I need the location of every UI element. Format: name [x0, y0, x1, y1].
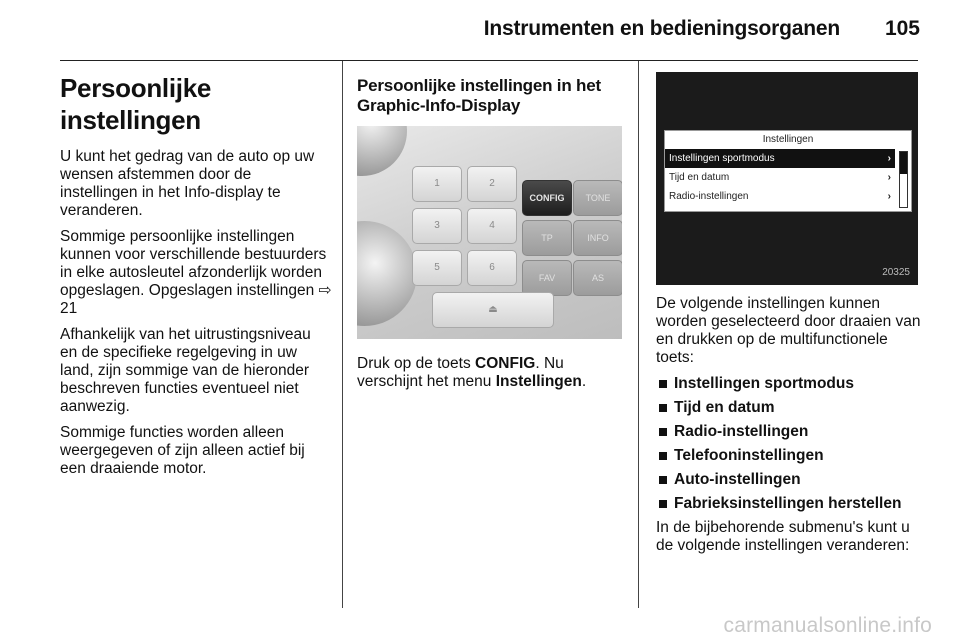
paragraph-submenus: In de bijbehorende submenu's kunt u de volgende instellingen veranderen: [656, 519, 910, 554]
tone-button: TONE [573, 180, 622, 216]
eject-button: ⏏ [432, 292, 554, 328]
chevron-right-icon: › [887, 153, 891, 164]
settings-list [656, 375, 924, 513]
preset-button-5: 5 [412, 250, 462, 286]
display-menu-item-label: Tijd en datum [669, 172, 730, 183]
chevron-right-icon: › [887, 172, 891, 183]
multifunction-knob [357, 221, 417, 326]
info-button: INFO [573, 220, 622, 256]
config-button: CONFIG [522, 180, 572, 216]
preset-button-3: 3 [412, 208, 462, 244]
list-item: Tijd en datum [656, 399, 924, 417]
paragraph-selection: De volgende instellingen kunnen worden geselecteerd door draaien van en drukken op de multifunctionele toets: [656, 295, 921, 366]
chevron-right-icon: › [887, 191, 891, 202]
display-menu-item-tijd [665, 168, 895, 187]
instruction-text-c: . [581, 373, 587, 390]
image-code: 20325 [882, 267, 910, 278]
display-menu-item-sportmodus [665, 149, 895, 168]
list-item: Auto-instellingen [656, 471, 924, 489]
column-3 [656, 72, 924, 563]
list-item: Telefooninstellingen [656, 447, 924, 465]
list-item: Fabrieksinstellingen herstellen [656, 495, 924, 513]
paragraph-engine: Sommige functies worden alleen weergegeven of zijn alleen actief bij een draaiende motor. [60, 424, 305, 477]
column-divider-1 [342, 61, 343, 608]
info-display-screenshot [656, 72, 918, 285]
menu-keyword: Instellingen [495, 373, 582, 390]
display-menu-item-radio [665, 187, 895, 206]
watermark: carmanualsonline.info [723, 614, 932, 637]
preset-button-2: 2 [467, 166, 517, 202]
display-menu-item-label: Instellingen sportmodus [669, 153, 775, 164]
column-2 [357, 72, 627, 399]
sub-section-title: Persoonlijke instellingen in het Graphic-Info-Display [357, 76, 601, 115]
display-scrollbar-thumb [900, 152, 907, 174]
preset-button-4: 4 [467, 208, 517, 244]
header-rule [60, 60, 918, 61]
running-header-title: Instrumenten en bedieningsorganen [483, 17, 840, 40]
volume-knob [357, 126, 407, 176]
paragraph-equipment: Afhankelijk van het uitrustingsniveau en de specifieke regelgeving in uw land, zijn sommige van de hieronder beschreven functies eventueel niet aanwezig. [60, 326, 311, 415]
section-title: Persoonlijke instellingen [60, 73, 212, 135]
tp-button: TP [522, 220, 572, 256]
preset-button-1: 1 [412, 166, 462, 202]
config-instruction [357, 355, 627, 391]
instruction-text-b: . Nu verschijnt het menu [357, 355, 564, 390]
list-item: Instellingen sportmodus [656, 375, 924, 393]
fav-button: FAV [522, 260, 572, 296]
cross-reference-page[interactable]: 21 [60, 300, 78, 317]
display-menu-item-label: Radio-instellingen [669, 191, 749, 202]
control-panel-photo [357, 126, 622, 339]
display-menu-title: Instellingen [762, 134, 814, 145]
preset-button-6: 6 [467, 250, 517, 286]
column-divider-2 [638, 61, 639, 608]
page-number: 105 [884, 17, 920, 40]
config-keyword: CONFIG [475, 355, 536, 372]
paragraph-intro: U kunt het gedrag van de auto op uw wensen afstemmen door de instellingen in het Info-display te veranderen. [60, 148, 315, 219]
list-item: Radio-instellingen [656, 423, 924, 441]
display-scrollbar [899, 151, 908, 208]
as-button: AS [573, 260, 622, 296]
instruction-text-a: Druk op de toets [357, 355, 476, 372]
display-screen [664, 130, 912, 212]
paragraph-keys [60, 228, 332, 318]
column-1 [60, 72, 332, 486]
cross-reference-icon: ⇨ [318, 282, 332, 299]
paragraph-keys-text: Sommige persoonlijke instellingen kunnen voor verschillende bestuurders in elke autosleutel afzonderlijk worden opgeslagen. Opgeslagen instellingen [60, 228, 327, 299]
